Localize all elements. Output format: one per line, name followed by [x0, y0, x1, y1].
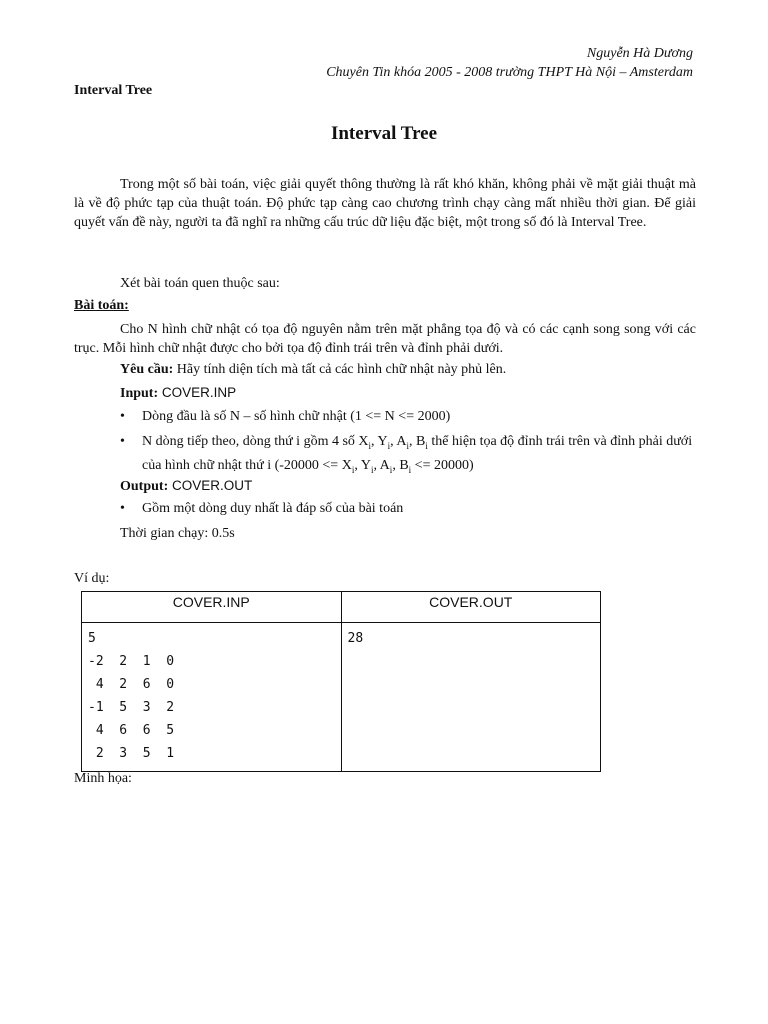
requirement-label: Yêu cầu: — [120, 362, 174, 377]
example-input-line: 4 2 6 0 — [88, 677, 175, 692]
requirement-text: Hãy tính diện tích mà tất cả các hình chữ nhật này phủ lên. — [173, 362, 507, 377]
consider-paragraph: Xét bài toán quen thuộc sau: — [120, 276, 280, 291]
output-label: Output: — [120, 479, 169, 494]
bullet-icon: • — [120, 409, 125, 424]
time-limit: Thời gian chạy: 0.5s — [120, 526, 235, 541]
input-bullet-2-text: N dòng tiếp theo, dòng thứ i gồm 4 số $X_i$, $Y_i$, $A_i$, $B_i$ thể hiện tọa độ đỉnh trái trên và đỉnh phải dưới của hình chữ nhật thứ i ($-20000 <= X_i$, $Y_i$, $A_i$, $B_i <= 20000$) — [142, 434, 693, 475]
example-input-line: -2 2 1 0 — [88, 654, 175, 669]
bullet-icon: • — [120, 501, 125, 516]
document-label: Interval Tree — [74, 83, 153, 98]
page-header — [326, 44, 693, 82]
input-label: Input: — [120, 386, 159, 401]
input-line — [120, 383, 236, 403]
example-input-cell — [82, 623, 342, 772]
output-line — [120, 476, 252, 496]
example-output-cell — [341, 623, 601, 772]
output-bullet-text: Gồm một dòng duy nhất là đáp số của bài toán — [142, 501, 404, 516]
example-output-line: 28 — [347, 631, 364, 646]
output-filename: COVER.OUT — [168, 478, 253, 493]
input-bullet-1 — [120, 407, 696, 426]
example-input-line: -1 5 3 2 — [88, 700, 175, 715]
problem-heading: Bài toán: — [74, 298, 129, 313]
example-header-input: COVER.INP — [82, 592, 342, 623]
input-bullet-2 — [120, 432, 696, 480]
example-input-line: 5 — [88, 631, 96, 646]
author-name: Nguyễn Hà Dương — [586, 46, 693, 61]
example-input-line: 4 6 6 5 — [88, 723, 175, 738]
illustration-label: Minh họa: — [74, 771, 132, 786]
bullet-icon: • — [120, 434, 125, 449]
problem-paragraph: Cho N hình chữ nhật có tọa độ nguyên nằm trên mặt phẳng tọa độ và có các cạnh song song với các trục. Mỗi hình chữ nhật được cho bởi tọa độ đỉnh trái trên và đỉnh phải dưới. — [74, 322, 696, 356]
example-input-line: 2 3 5 1 — [88, 746, 175, 761]
example-label: Ví dụ: — [74, 571, 110, 586]
input-bullet-1-text: Dòng đầu là số N – số hình chữ nhật (1 <= N <= 2000) — [142, 409, 451, 424]
example-header-output: COVER.OUT — [341, 592, 601, 623]
input-filename: COVER.INP — [158, 385, 237, 400]
author-affiliation: Chuyên Tin khóa 2005 - 2008 trường THPT Hà Nội – Amsterdam — [326, 65, 693, 80]
page-title: Interval Tree — [330, 123, 438, 144]
requirement-line — [120, 360, 506, 379]
intro-paragraph: Trong một số bài toán, việc giải quyết thông thường là rất khó khăn, không phải về mặt giải thuật mà là về độ phức tạp của thuật toán. Độ phức tạp càng cao chương trình chạy càng mất nhiều thời gian. Để giải quyết vấn đề này, người ta đã nghĩ ra những cấu trúc dữ liệu đặc biệt, một trong số đó là Interval Tree. — [74, 177, 696, 230]
example-table — [81, 591, 601, 772]
output-bullet — [120, 499, 696, 518]
